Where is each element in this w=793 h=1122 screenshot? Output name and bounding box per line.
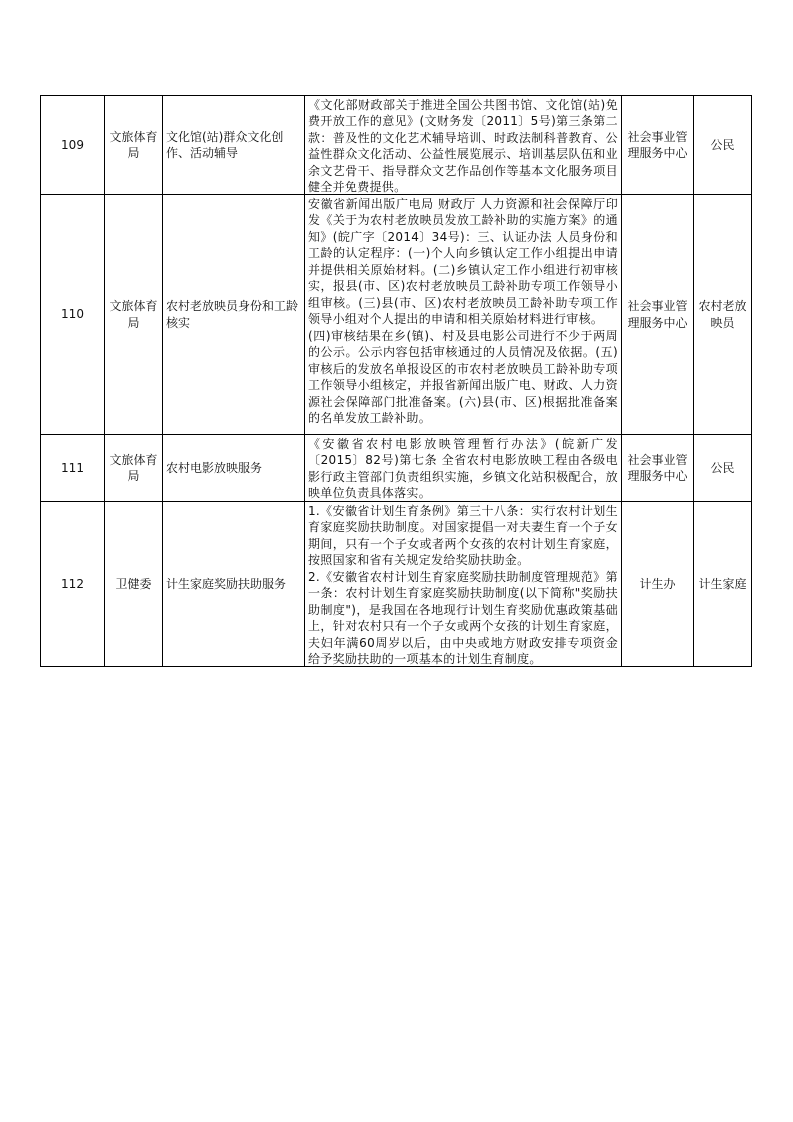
- row-number: 112: [41, 502, 105, 667]
- department-cell: 文旅体育局: [105, 435, 163, 502]
- office-cell: 社会事业管理服务中心: [622, 435, 694, 502]
- service-name-cell: 农村老放映员身份和工龄核实: [163, 195, 305, 435]
- legal-basis-text: 《文化部财政部关于推进全国公共图书馆、文化馆(站)免费开放工作的意见》(文财务发〔2011〕5号)第三条第二款：普及性的文化艺术辅导培训、时政法制科普教育、公益性群众文化活动、公益性展览展示、培训基层队伍和业余文艺骨干、指导群众文艺作品创作等基本文化服务项目健全并免费提供。: [308, 97, 618, 194]
- row-number: 111: [41, 435, 105, 502]
- service-name-cell: 文化馆(站)群众文化创作、活动辅导: [163, 96, 305, 195]
- legal-basis-text: (四)审核结果在乡(镇)、村及县电影公司进行不少于两周的公示。公示内容包括审核通过的人员情况及依据。(五)审核后的发放名单报设区的市农村老放映员工龄补助专项工作领导小组核定，并报省新闻出版广电、财政、人力资源社会保障部门批准备案。(六)县(市、区)根据批准备案的名单发放工龄补助。: [308, 328, 618, 425]
- table-row: [41, 96, 752, 195]
- target-cell: 农村老放映员: [694, 195, 752, 435]
- office-cell: 社会事业管理服务中心: [622, 96, 694, 195]
- service-table: [40, 95, 752, 667]
- legal-basis-cell: [305, 195, 622, 435]
- department-cell: 文旅体育局: [105, 96, 163, 195]
- legal-basis-text: 安徽省新闻出版广电局 财政厅 人力资源和社会保障厅印发《关于为农村老放映员发放工龄补助的实施方案》的通知》(皖广字〔2014〕34号)：三、认证办法 人员身份和工龄的认定程序：(一)个人向乡镇认定工作小组提出申请并提供相关原始材料。(二)乡镇认定工作小组进行初审核实，报县(市、区)农村老放映员工龄补助专项工作领导小组审核。(三)县(市、区)农村老放映员工龄补助专项工作领导小组对个人提出的申请和相关原始材料进行审核。: [308, 196, 618, 326]
- legal-basis-text: 2.《安徽省农村计划生育家庭奖励扶助制度管理规范》第一条：农村计划生育家庭奖励扶助制度(以下简称"奖励扶助制度")，是我国在各地现行计划生育奖励优惠政策基础上，针对农村只有一个子女或两个女孩的计划生育家庭，夫妇年满60周岁以后，由中央或地方财政安排专项资金给予奖励扶助的一项基本的计划生育制度。: [308, 569, 618, 666]
- target-cell: 公民: [694, 96, 752, 195]
- department-cell: 卫健委: [105, 502, 163, 667]
- legal-basis-text: 1.《安徽省计划生育条例》第三十八条：实行农村计划生育家庭奖励扶助制度。对国家提倡一对夫妻生育一个子女期间，只有一个子女或者两个女孩的农村计划生育家庭，按照国家和省有关规定发给奖励扶助金。: [308, 503, 618, 567]
- legal-basis-cell: [305, 96, 622, 195]
- table-row: [41, 435, 752, 502]
- service-name-cell: 计生家庭奖励扶助服务: [163, 502, 305, 667]
- table-row: [41, 195, 752, 435]
- department-cell: 文旅体育局: [105, 195, 163, 435]
- office-cell: 计生办: [622, 502, 694, 667]
- target-cell: 计生家庭: [694, 502, 752, 667]
- legal-basis-text: 《安徽省农村电影放映管理暂行办法》(皖新广发〔2015〕82号)第七条 全省农村电影放映工程由各级电影行政主管部门负责组织实施，乡镇文化站积极配合，放映单位负责具体落实。: [308, 436, 618, 500]
- table-row: [41, 502, 752, 667]
- service-name-cell: 农村电影放映服务: [163, 435, 305, 502]
- row-number: 109: [41, 96, 105, 195]
- target-cell: 公民: [694, 435, 752, 502]
- legal-basis-cell: [305, 502, 622, 667]
- legal-basis-cell: [305, 435, 622, 502]
- row-number: 110: [41, 195, 105, 435]
- office-cell: 社会事业管理服务中心: [622, 195, 694, 435]
